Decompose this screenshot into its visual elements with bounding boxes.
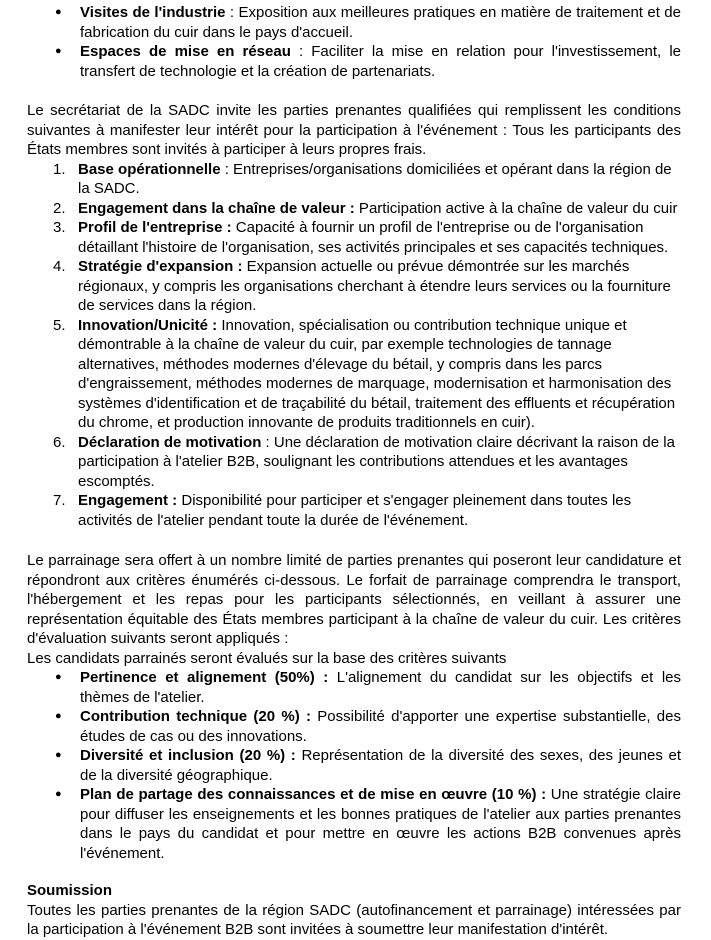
condition-item — [27, 257, 681, 316]
condition-bold: Déclaration de motivation — [78, 433, 262, 451]
condition-item — [27, 316, 681, 433]
condition-item — [27, 199, 681, 219]
bullet-bold: Plan de partage des connaissances et de mise en œuvre (10 %) : — [80, 786, 547, 803]
condition-text: Capacité à fournir un profil de l'entreprise ou de l'organisation détaillant l'histoire de l'organisation, ses activités principales et ses capacités techniques. — [78, 219, 669, 256]
condition-item — [27, 218, 681, 257]
condition-number: 3. — [53, 219, 66, 236]
condition-text: Innovation, spécialisation ou contribution technique unique et démontrable à la chaîne de valeur du cuir, par exemple technologies de tannage alternatives, méthodes modernes d'élevage du bétail, y compris dans les parcs d'engraissement, méthodes modernes de marquage, modernisation et harmonisation des systèmes d'identification et de traçabilité du bétail, traitement des effluents et récupération du chrome, et production innovante de produits traditionnels en cuir). — [78, 316, 676, 431]
condition-bold: Base opérationnelle — [78, 160, 221, 178]
condition-text: Disponibilité pour participer et s'engager pleinement dans toutes les activités de l'atelier pendant toute la durée de l'événement. — [78, 492, 632, 529]
bullet-item — [27, 42, 681, 81]
condition-item — [27, 433, 681, 492]
bullet-bold: Visites de l'industrie — [80, 4, 226, 21]
conditions-list — [27, 160, 681, 531]
bullet-text: Représentation de la diversité des sexes, des jeunes et de la diversité géographique. — [80, 747, 682, 784]
spacer — [27, 81, 681, 101]
bullet-item — [27, 785, 681, 863]
condition-text: : Entreprises/organisations domiciliées et opérant dans la région de la SADC. — [78, 160, 672, 197]
bullet-item — [27, 3, 681, 42]
bullet-bold: Espaces de mise en réseau — [80, 43, 291, 60]
bullet-bold: Pertinence et alignement (50%) : — [80, 669, 329, 686]
submission-heading: Soumission — [27, 882, 113, 899]
bullet-item — [27, 668, 681, 707]
submission-paragraph: Toutes les parties prenantes de la région SADC (autofinancement et parrainage) intéressées par la participation à l'événement B2B sont invitées à soumettre leur manifestation d'intérêt. — [27, 901, 681, 938]
condition-number: 7. — [53, 492, 66, 509]
bullet-item — [27, 707, 681, 746]
condition-item — [27, 491, 681, 530]
condition-number: 1. — [53, 160, 66, 178]
condition-text: Participation active à la chaîne de valeur du cuir — [354, 199, 678, 217]
sponsored-intro: Les candidats parrainés seront évalués sur la base des critères suivants — [27, 649, 507, 667]
condition-text: Expansion actuelle ou prévue démontrée sur les marchés régionaux, y compris les organisations cherchant à étendre leurs services ou la fourniture de services dans la région. — [78, 258, 671, 314]
bullet-text: Possibilité d'apporter une expertise substantielle, des études de cas ou des innovations. — [80, 708, 681, 745]
bullet-item — [27, 746, 681, 785]
condition-bold: Profil de l'entreprise : — [78, 219, 232, 236]
invite-paragraph: Le secrétariat de la SADC invite les parties prenantes qualifiées qui remplissent les conditions suivantes à manifester leur intérêt pour la participation à l'événement : Tous les participants des États membres sont invités à participer à leurs propres frais. — [27, 102, 681, 158]
bullet-text: : Faciliter la mise en relation pour l'investissement, le transfert de technologie et la création de partenariats. — [80, 43, 681, 80]
condition-text: : Une déclaration de motivation claire décrivant la raison de la participation à l'atelier B2B, soulignant les contributions attendues et les avantages escomptés. — [78, 433, 675, 490]
bullet-bold: Contribution technique (20 %) : — [80, 708, 311, 725]
condition-bold: Engagement : — [78, 492, 178, 509]
bullet-text: : Exposition aux meilleures pratiques en matière de traitement et de fabrication du cuir dans le pays d'accueil. — [80, 4, 681, 41]
top-bullet-list — [27, 3, 681, 81]
condition-number: 6. — [53, 433, 66, 451]
condition-item — [27, 160, 681, 199]
condition-bold: Engagement dans la chaîne de valeur : — [78, 199, 355, 217]
spacer — [27, 530, 681, 551]
evaluation-bullet-list — [27, 668, 681, 863]
condition-bold: Innovation/Unicité : — [78, 316, 218, 334]
condition-number: 4. — [53, 258, 66, 275]
bullet-text: Une stratégie claire pour diffuser les enseignements et les bonnes pratiques de l'atelier aux parties prenantes dans le pays du candidat et pour mettre en œuvre les actions B2B convenues après l'événement. — [80, 786, 681, 862]
condition-number: 5. — [53, 316, 66, 334]
bullet-text: L'alignement du candidat sur les objectifs et les thèmes de l'atelier. — [80, 669, 681, 706]
condition-number: 2. — [53, 199, 66, 217]
condition-bold: Stratégie d'expansion : — [78, 258, 243, 275]
sponsorship-paragraph: Le parrainage sera offert à un nombre limité de parties prenantes qui poseront leur candidature et répondront aux critères énumérés ci-dessous. Le forfait de parrainage comprendra le transport, l'hébergement et les repas pour les participants sélectionnés, en veillant à assurer une représentation équitable des États membres participant à la chaîne de valeur du cuir. Les critères d'évaluation suivants seront appliqués : — [27, 552, 681, 647]
bullet-bold: Diversité et inclusion (20 %) : — [80, 747, 296, 764]
